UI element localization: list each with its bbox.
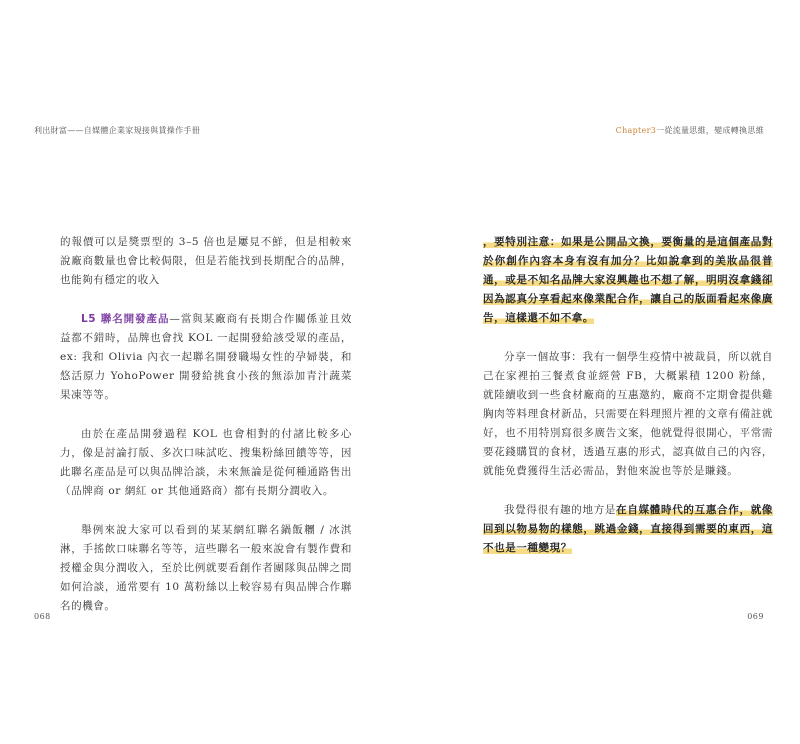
left-paragraph-2	[60, 310, 352, 405]
right-running-head	[616, 125, 764, 136]
highlight-warning-text: ，要特別注意：如果是公開品文換，要衡量的是這個產品對於你創作內容本身有沒有加分？比如說拿到的美妝品很普通，或是不知名品牌大家沒興趣也不想了解，明明沒拿錢卻因為認真分享看起來像業配合作，讓自己的版面看起來像廣告，這樣還不如不拿。	[483, 236, 773, 324]
right-body-text	[483, 233, 773, 578]
left-running-head: 利出財富——自媒體企業家規接與賃操作手冊	[34, 126, 200, 135]
right-page	[400, 0, 800, 744]
right-paragraph-3	[483, 501, 773, 558]
highlight-conclusion-text: 在自媒體時代的互惠合作，就像回到以物易物的樣態，跳過金錢，直接得到需要的東西，這不也是一種變現？	[483, 504, 774, 554]
section-lead-l5: L5 聯名開發產品	[81, 313, 170, 325]
left-paragraph-1: 的報價可以是獎票型的 3–5 倍也是屢見不鮮，但是相較來說廠商數量也會比較侷限，但是若能找到長期配合的品牌，也能夠有穩定的收入	[60, 236, 352, 286]
chapter-title: 一從流量思維，變成轉換思維	[656, 126, 764, 135]
left-body-text	[60, 233, 352, 636]
right-paragraph-1	[483, 233, 773, 328]
left-page-number: 068	[34, 612, 51, 621]
left-paragraph-3: 由於在產品開發過程 KOL 也會相對的付諸比較多心力，像是討論打版、多次口味試吃、搜集粉絲回饋等等，因此聯名產品是可以與品牌洽談，未來無論是從何種通路售出（品牌商 or 網紅 or 其他通路商）都有長期分潤收入。	[60, 428, 352, 497]
right-paragraph-2: 分享一個故事：我有一個學生疫情中被裁員，所以就自己在家裡拍三餐煮食並經營 FB，大概累積 1200 粉絲，就陸續收到一些食材廠商的互惠邀約，廠商不定期會提供雞胸肉等料理食材新品，只需要在料理照片裡的文章有備註就好，也不用特別寫很多廣告文案，他就覺得很開心，平常需要花錢購買的食材，透過互惠的形式，認真做自己的內容，就能免費獲得生活必需品，對他來說也等於是賺錢。	[483, 351, 773, 477]
right-paragraph-3-text: 我覺得很有趣的地方是	[504, 504, 617, 516]
right-page-number: 069	[747, 612, 764, 621]
left-paragraph-2-text: —當與某廠商有長期合作關係並且效益都不錯時，品牌也會找 KOL 一起開發給該受眾的產品，ex: 我和 Olivia 內衣一起聯名開發職場女性的孕婦裝，和悠活原力 YohoPower 開發給挑食小孩的無添加青汁蔬菜果凍等等。	[60, 313, 352, 401]
chapter-label: Chapter3	[615, 126, 657, 135]
left-paragraph-4: 舉例來說大家可以看到的某某網紅聯名鍋飯糰 / 冰淇淋，手搖飲口味聯名等等，這些聯名一般來說會有製作費和授權金與分潤收入，至於比例就要看創作者團隊與品牌之間如何洽談，通常要有 10 萬粉絲以上較容易有與品牌合作聯名的機會。	[60, 524, 352, 612]
